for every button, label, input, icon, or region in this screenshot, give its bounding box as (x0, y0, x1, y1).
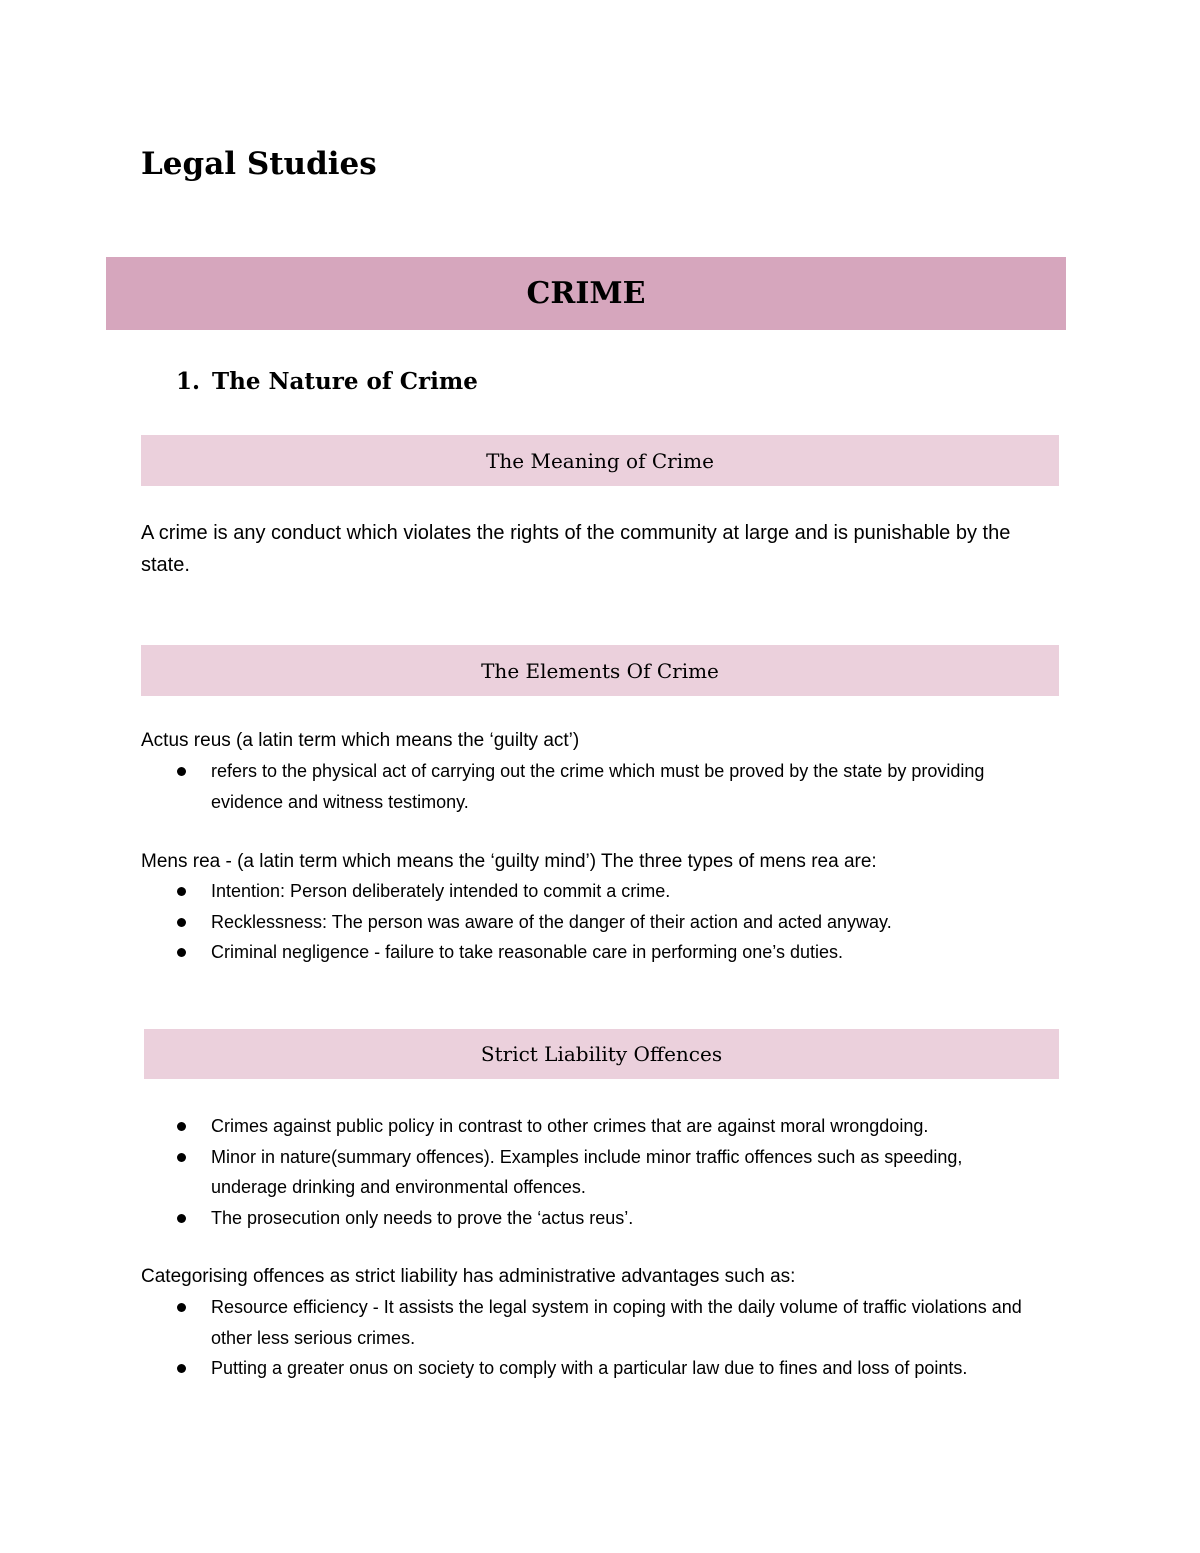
list-item-text: Resource efficiency - It assists the legal system in coping with the daily volume of traffic violations and other less serious crimes. (211, 1297, 1022, 1348)
bullet-icon (177, 1303, 186, 1312)
elements-heading: The Elements Of Crime (141, 645, 1059, 696)
list-item-text: Minor in nature(summary offences). Examples include minor traffic offences such as speeding, underage drinking and environmental offences. (211, 1146, 963, 1197)
list-item (141, 937, 1041, 968)
list-item (141, 1203, 1041, 1234)
bullet-icon (177, 887, 186, 896)
mens-rea-intro: Mens rea - (a latin term which means the ‘guilty mind’) The three types of mens rea are: (141, 851, 877, 872)
actus-reus-intro: Actus reus (a latin term which means the ‘guilty act’) (141, 730, 580, 751)
bullet-icon (177, 1122, 186, 1131)
section-heading (176, 364, 478, 400)
bullet-icon (177, 767, 186, 776)
meaning-text: A crime is any conduct which violates the rights of the community at large and is punishable by the state. (141, 522, 1011, 576)
advantages-list (141, 1292, 1041, 1384)
actus-reus-list (141, 756, 1041, 817)
list-item-text: Crimes against public policy in contrast to other crimes that are against moral wrongdoing. (211, 1116, 929, 1136)
bullet-icon (177, 1153, 186, 1162)
bullet-icon (177, 1364, 186, 1373)
list-item-text: Putting a greater onus on society to comply with a particular law due to fines and loss of points. (211, 1358, 968, 1378)
list-item (141, 756, 1041, 817)
list-item (141, 1353, 1041, 1384)
bullet-icon (177, 918, 186, 927)
strict-liability-heading: Strict Liability Offences (144, 1029, 1059, 1079)
strict-liability-list (141, 1111, 1041, 1233)
meaning-heading: The Meaning of Crime (141, 435, 1059, 486)
topic-banner: CRIME (106, 257, 1066, 330)
list-item-text: refers to the physical act of carrying out the crime which must be proved by the state by providing evidence and witness testimony. (211, 761, 985, 812)
list-item (141, 907, 1041, 938)
section-number: 1. (176, 368, 201, 395)
list-item (141, 1292, 1041, 1353)
bullet-icon (177, 1214, 186, 1223)
document-title: Legal Studies (141, 146, 377, 182)
list-item (141, 1142, 1041, 1203)
list-item (141, 876, 1041, 907)
list-item-text: Criminal negligence - failure to take reasonable care in performing one’s duties. (211, 942, 844, 962)
list-item-text: The prosecution only needs to prove the ‘actus reus’. (211, 1207, 634, 1228)
mens-rea-list (141, 876, 1041, 968)
list-item-text: Recklessness: The person was aware of the danger of their action and acted anyway. (211, 911, 892, 932)
section-title: The Nature of Crime (212, 368, 478, 395)
list-item (141, 1111, 1041, 1142)
list-item-text: Intention: Person deliberately intended to commit a crime. (211, 881, 671, 901)
advantages-intro: Categorising offences as strict liability has administrative advantages such as: (141, 1266, 796, 1287)
bullet-icon (177, 948, 186, 957)
